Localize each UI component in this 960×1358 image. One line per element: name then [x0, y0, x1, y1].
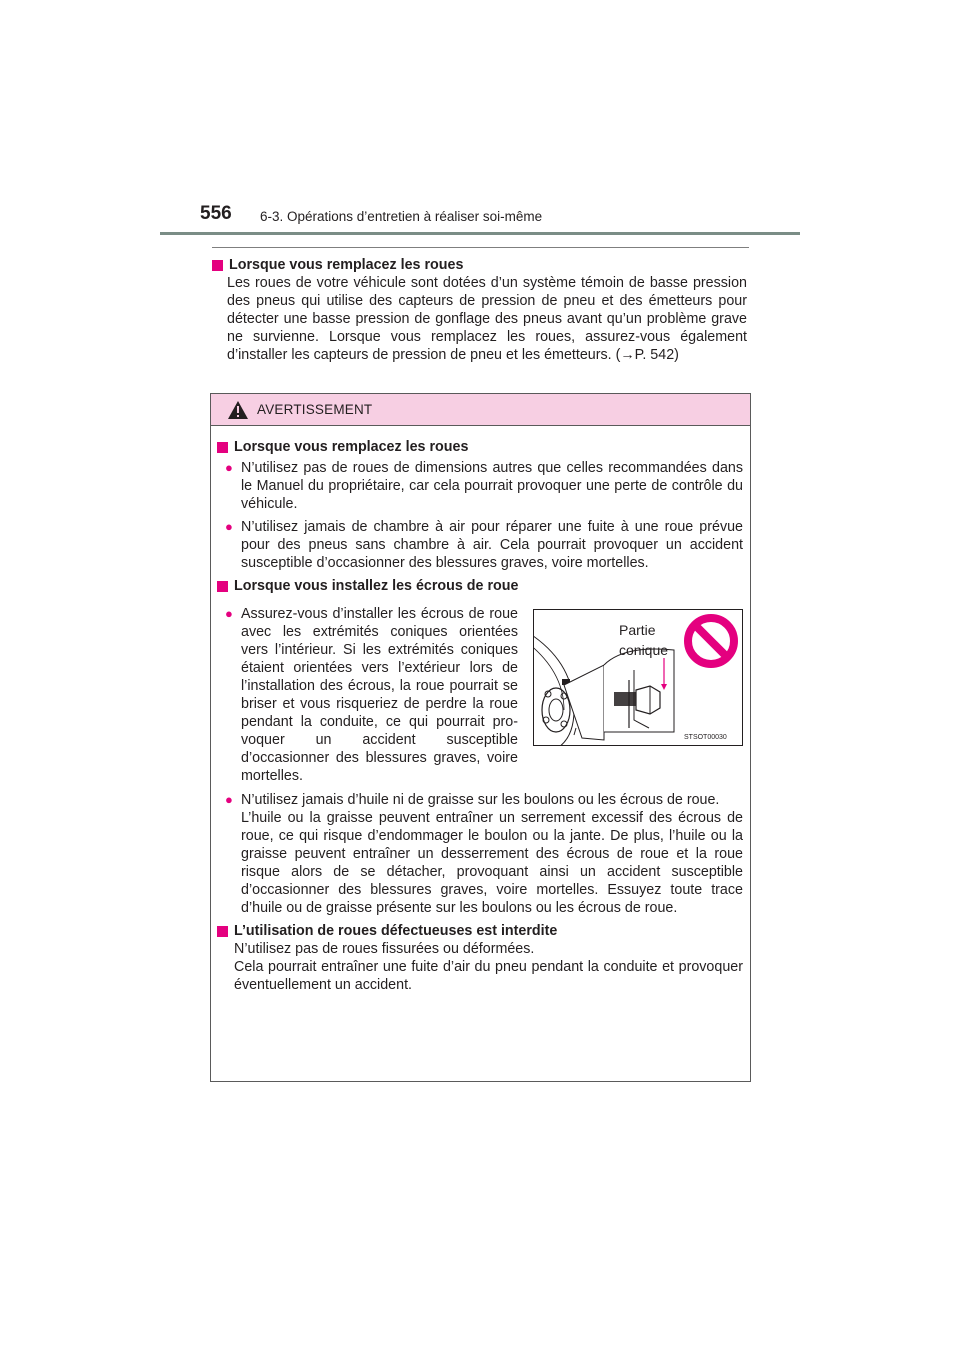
bullet-dot-icon: ● — [225, 460, 233, 475]
intro-block — [212, 256, 747, 364]
warning-box — [210, 393, 751, 1082]
warning-body — [211, 426, 750, 994]
list-item-text: Assurez-vous d’installer les écrous de roue avec les extrémités coniques orientées vers l’intérieur. Si les extrémités coniques étaient orientées vers l’extérieur lors de l’installation des écrous, la roue pourrait se briser et vous risqueriez de perdre la roue pendant la conduite, ce qui pourrait provoquer un accident susceptible d’occasionner des blessures graves, voire mortelles. — [241, 606, 518, 784]
page-number: 556 — [200, 203, 232, 224]
list-item-text: N’utilisez jamais d’huile ni de graisse sur les boulons ou les écrous de roue. — [241, 792, 720, 808]
figure-code: STSOT00030 — [684, 734, 727, 741]
square-bullet-icon — [217, 926, 228, 937]
bullet-dot-icon: ● — [225, 519, 233, 534]
list-item-content — [241, 791, 743, 917]
list-item-detail: L’huile ou la graisse peuvent entraîner un serrement excessif des écrous de roue, ce qui risque d’endommager le boulon ou la jante. De plus, l’huile ou la graisse peuvent entraîner un desserrement des écrous de roue et la roue risque alors de se détacher, provoquant ainsi un accident susceptible d’occasionner des blessures graves, voire mortelles. Essuyez toute trace d’huile ou de graisse présente sur les boulons ou les écrous de roue. — [241, 810, 743, 916]
list-item — [225, 518, 743, 572]
section-title: 6-3. Opérations d’entretien à réaliser soi-même — [260, 209, 543, 224]
warning-section-2 — [217, 577, 743, 917]
square-bullet-icon — [217, 581, 228, 592]
list-item-text: N’utilisez jamais de chambre à air pour réparer une fuite à une roue prévue pour des pneus sans chambre à air. Cela pourrait provoquer un accident susceptible d’occasionner des blessures graves, voire mortelles. — [241, 519, 743, 571]
section-2-heading-text: Lorsque vous installez les écrous de roue — [234, 578, 519, 594]
section-3-line-2: Cela pourrait entraîner une fuite d’air du pneu pendant la conduite et provoquer éventuellement un accident. — [234, 959, 743, 993]
warning-section-1 — [217, 438, 743, 572]
intro-heading-text: Lorsque vous remplacez les roues — [229, 257, 464, 273]
square-bullet-icon — [217, 442, 228, 453]
section-1-heading — [217, 438, 743, 456]
section-3-heading — [217, 922, 743, 940]
bullet-dot-icon: ● — [225, 792, 233, 807]
bullet-dot-icon: ● — [225, 606, 233, 621]
section-2-heading — [217, 577, 743, 595]
bullet-with-figure — [217, 599, 743, 785]
square-bullet-icon — [212, 260, 223, 271]
list-item-text: N’utilisez pas de roues de dimensions autres que celles recommandées dans le Manuel du propriétaire, car cela pourrait provoquer une perte de contrôle du véhicule. — [241, 460, 743, 512]
list-item — [225, 791, 743, 917]
figure-label-line-1: Partie — [619, 622, 656, 638]
prohibited-icon — [683, 613, 739, 669]
intro-heading — [212, 256, 747, 274]
intro-paragraph: Les roues de votre véhicule sont dotées d’un système témoin de basse pression des pneus qui utilise des capteurs de pression de pneu et des émetteurs pour détecter une basse pression de gonflage des pneus avant qu’un problème grave ne survienne. Lorsque vous remplacez les roues, assurez-vous également d’installer les capteurs de pression de pneu et les émetteurs. (→P. 542) — [227, 275, 747, 363]
warning-section-3 — [217, 922, 743, 994]
list-item — [225, 605, 518, 785]
divider — [212, 247, 749, 248]
warning-triangle-icon — [227, 400, 249, 420]
warning-header — [211, 394, 750, 426]
warning-title: AVERTISSEMENT — [257, 402, 373, 417]
header-rule — [160, 232, 800, 235]
list-item — [225, 459, 743, 513]
figure-label — [619, 620, 668, 660]
section-3-line-1: N’utilisez pas de roues fissurées ou déformées. — [234, 941, 535, 957]
section-1-heading-text: Lorsque vous remplacez les roues — [234, 439, 469, 455]
lug-nut-figure — [533, 609, 743, 746]
section-3-heading-text: L’utilisation de roues défectueuses est interdite — [234, 923, 558, 939]
figure-label-line-2: conique — [619, 642, 669, 658]
